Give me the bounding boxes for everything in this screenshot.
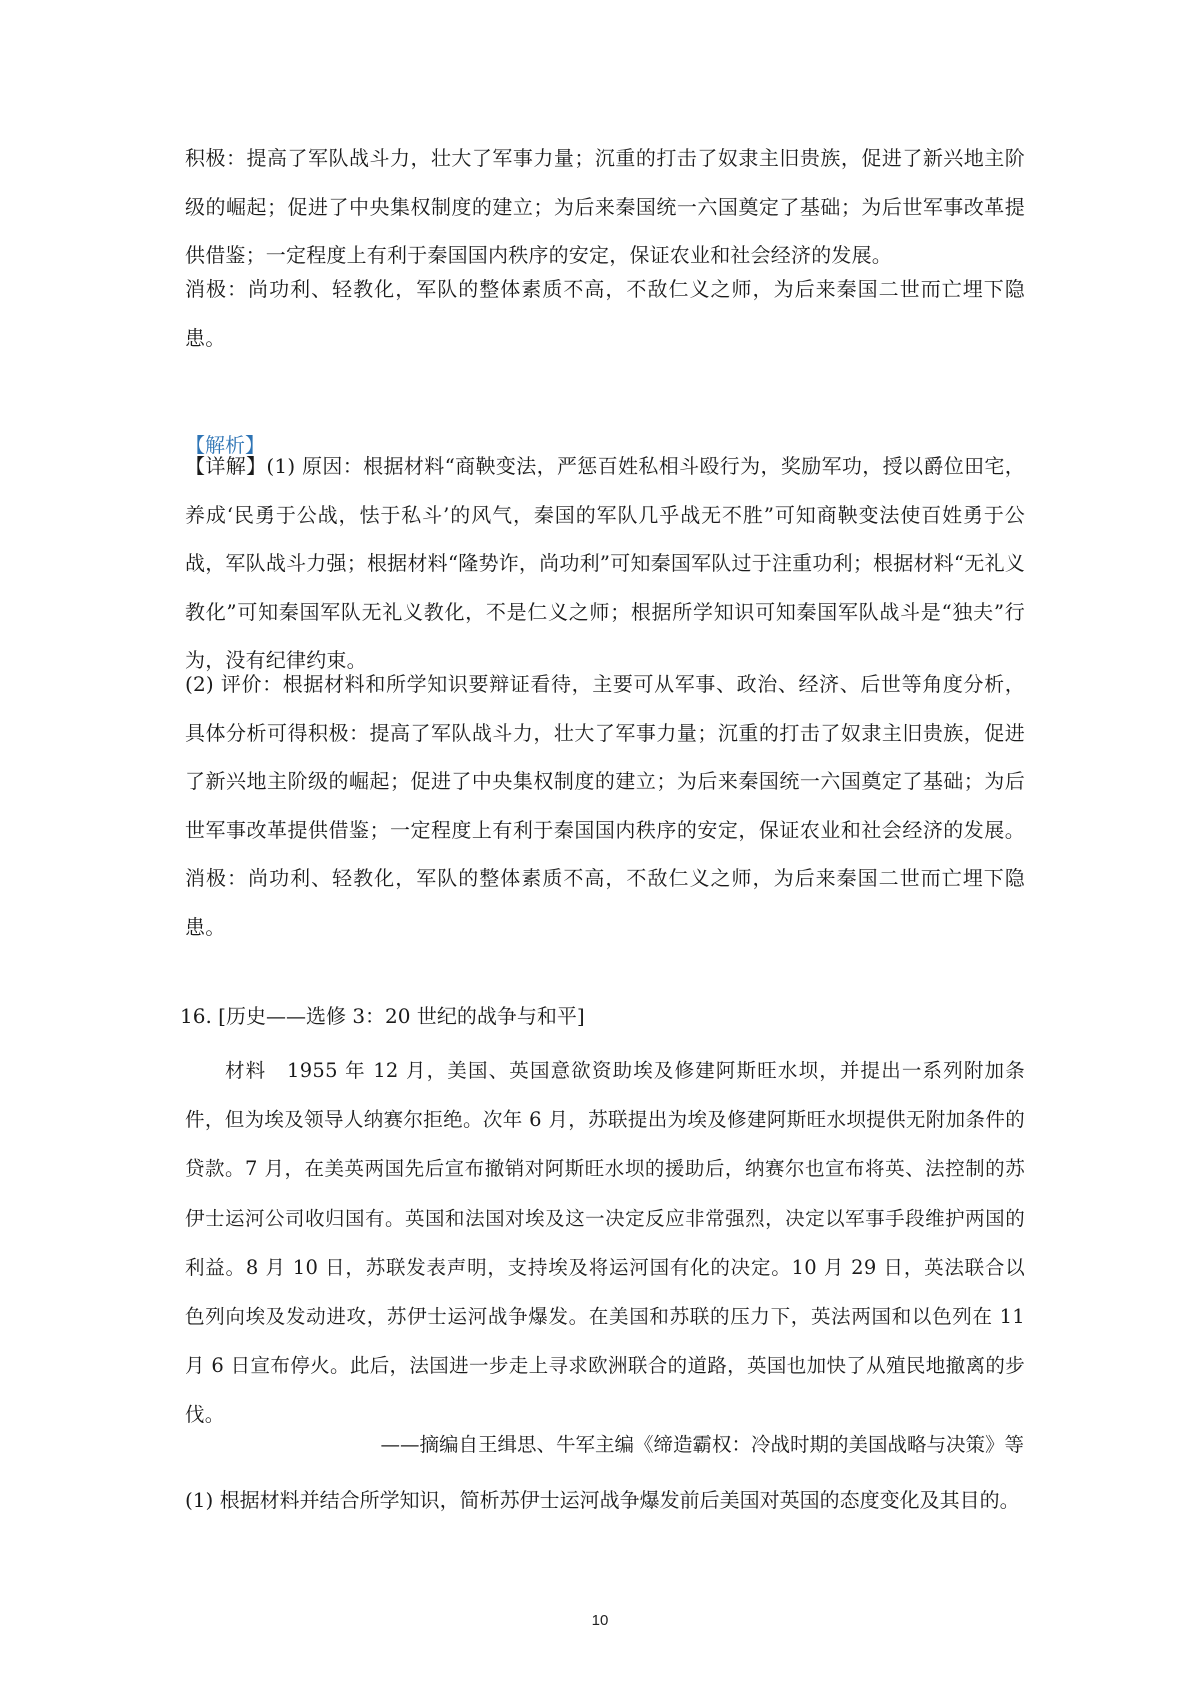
page-number: 10 xyxy=(591,1612,609,1629)
question-16-material: 材料 1955 年 12 月，美国、英国意欲资助埃及修建阿斯旺水坝，并提出一系列附加条件，但为埃及领导人纳赛尔拒绝。次年 6 月，苏联提出为埃及修建阿斯旺水坝提供无附加条件的贷款。7 月，在美英两国先后宣布撤销对阿斯旺水坝的援助后，纳赛尔也宣布将英、法控制的苏伊士运河公司收归国有。英国和法国对埃及这一决定反应非常强烈，决定以军事手段维护两国的利益。8 月 10 日，苏联发表声明，支持埃及将运河国有化的决定。10 月 29 日，英法联合以色列向埃及发动进攻，苏伊士运河战争爆发。在美国和苏联的压力下，英法两国和以色列在 11 月 6 日宣布停火。此后，法国进一步走上寻求欧洲联合的道路，英国也加快了从殖民地撤离的步伐。 xyxy=(185,1059,1025,1427)
analysis-detail-2: (2) 评价：根据材料和所学知识要辩证看待，主要可从军事、政治、经济、后世等角度分析，具体分析可得积极：提高了军队战斗力，壮大了军事力量；沉重的打击了奴隶主旧贵族，促进了新兴地主阶级的崛起；促进了中央集权制度的建立；为后来秦国统一六国奠定了基础；为后世军事改革提供借鉴；一定程度上有利于秦国国内秩序的安定，保证农业和社会经济的发展。消极：尚功利、轻教化，军队的整体素质不高，不敌仁义之师，为后来秦国二世而亡埋下隐患。 xyxy=(185,672,1025,939)
answer-negative-paragraph: 消极：尚功利、轻教化，军队的整体素质不高，不敌仁义之师，为后来秦国二世而亡埋下隐患。 xyxy=(185,277,1025,350)
question-16-sub-1: (1) 根据材料并结合所学知识，简析苏伊士运河战争爆发前后美国对英国的态度变化及其目的。 xyxy=(185,1488,1020,1512)
material-source-citation: ——摘编自王缉思、牛军主编《缔造霸权：冷战时期的美国战略与决策》等 xyxy=(380,1433,1024,1456)
analysis-detail-1: 【详解】(1) 原因：根据材料“商鞅变法，严惩百姓私相斗殴行为，奖励军功，授以爵位田宅，养成‘民勇于公战，怯于私斗’的风气，秦国的军队几乎战无不胜”可知商鞅变法使百姓勇于公战，军队战斗力强；根据材料“隆势诈，尚功利”可知秦国军队过于注重功利；根据材料“无礼义教化”可知秦国军队无礼义教化，不是仁义之师；根据所学知识可知秦国军队战斗是“独夫”行为，没有纪律约束。 xyxy=(185,454,1025,672)
question-16-title: 16. [历史——选修 3：20 世纪的战争与和平] xyxy=(180,1004,585,1028)
analysis-heading: 【解析】 xyxy=(185,433,265,457)
answer-positive-paragraph: 积极：提高了军队战斗力，壮大了军事力量；沉重的打击了奴隶主旧贵族，促进了新兴地主阶级的崛起；促进了中央集权制度的建立；为后来秦国统一六国奠定了基础；为后世军事改革提供借鉴；一定程度上有利于秦国国内秩序的安定，保证农业和社会经济的发展。 xyxy=(185,146,1025,267)
